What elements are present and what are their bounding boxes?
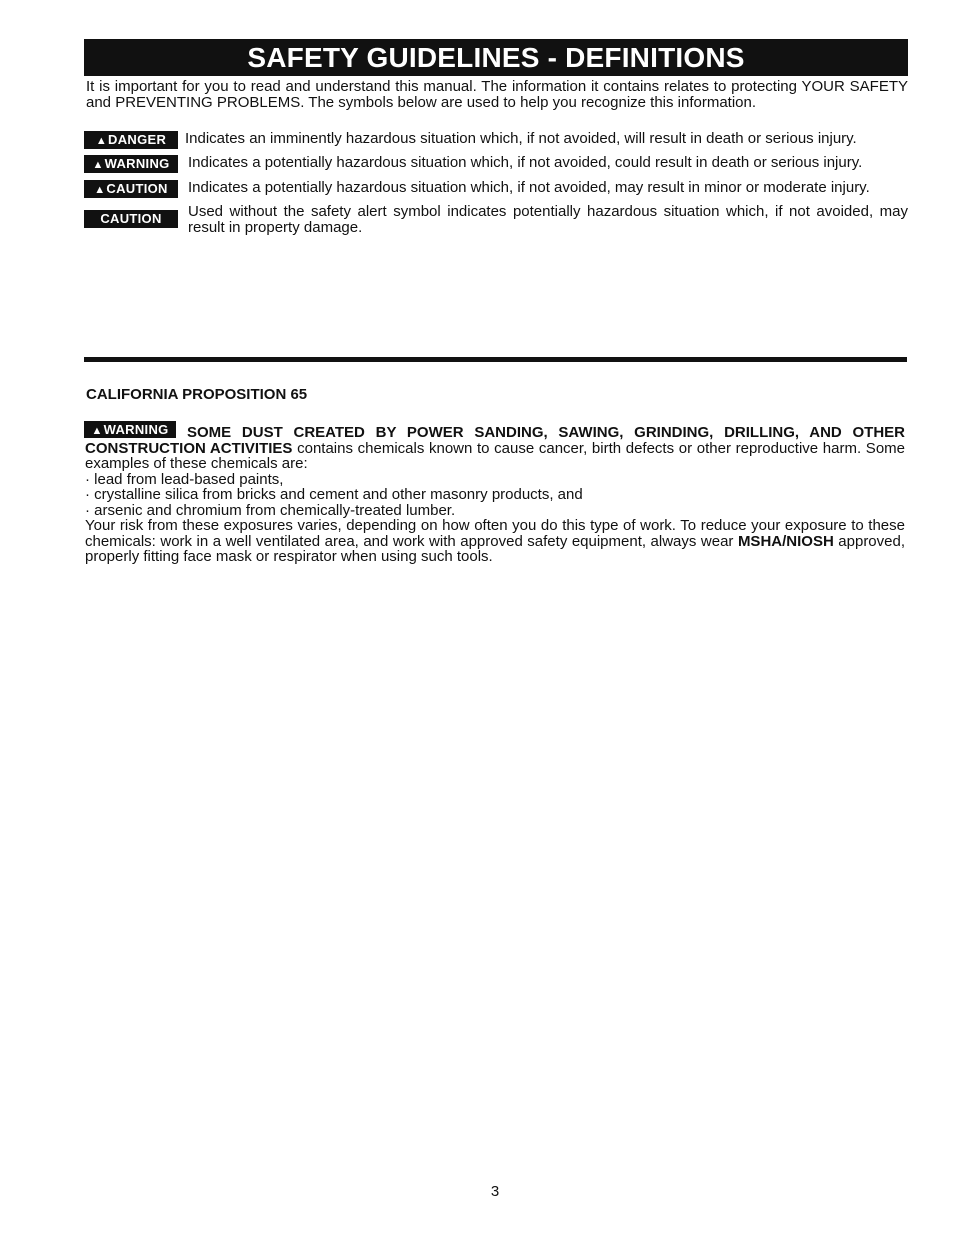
intro-paragraph: It is important for you to read and understand this manual. The information it contains relates to protecting YOUR SAFETY and PREVENTING PROBLEMS. The symbols below are used to help you recognize this information. <box>86 78 908 111</box>
california-lead-rest: contains chemicals known to cause cancer, birth defects or other reproductive harm. Some examples of these chemicals are: <box>85 439 905 472</box>
badge-label: CAUTION <box>100 211 162 226</box>
danger-badge <box>84 131 178 149</box>
safety-alert-icon: ▲ <box>94 184 106 196</box>
badge-label: CAUTION <box>106 181 168 196</box>
risk-paragraph <box>85 518 905 565</box>
example-item: · lead from lead-based paints, <box>85 470 284 488</box>
risk-text: Your risk from these exposures varies, depending on how often you do this type of work. To reduce your exposure to these chemicals: work in a well ventilated area, and work with approved safety equipment, always wear <box>85 517 905 550</box>
california-lead <box>85 425 905 472</box>
definition-text: Used without the safety alert symbol indicates potentially hazardous situation which, if not avoided, may result in property damage. <box>188 203 908 236</box>
badge-label: DANGER <box>108 132 167 147</box>
example-item: · crystalline silica from bricks and cement and other masonry products, and <box>85 486 583 503</box>
definition-text: Indicates an imminently hazardous situation which, if not avoided, will result in death or serious injury. <box>185 130 857 147</box>
risk-bold: MSHA/NIOSH <box>737 532 834 550</box>
warning-badge <box>84 155 178 173</box>
california-heading: CALIFORNIA PROPOSITION 65 <box>86 386 308 403</box>
badge-label: WARNING <box>103 422 169 437</box>
california-body <box>85 425 905 565</box>
safety-alert-icon: ▲ <box>95 135 108 147</box>
section-divider <box>84 357 907 362</box>
example-item: · arsenic and chromium from chemically-treated lumber. <box>85 501 456 519</box>
caution-badge-no-symbol <box>84 210 178 228</box>
risk-end: approved, properly fitting face mask or respirator when using such tools. <box>85 532 906 565</box>
safety-alert-icon: ▲ <box>92 159 104 171</box>
definition-text: Indicates a potentially hazardous situation which, if not avoided, may result in minor or moderate injury. <box>188 179 870 196</box>
caution-badge <box>84 180 178 198</box>
badge-label: WARNING <box>104 156 170 171</box>
page-number: 3 <box>490 1183 500 1200</box>
safety-alert-icon: ▲ <box>91 425 103 437</box>
definition-text: Indicates a potentially hazardous situation which, if not avoided, could result in death or serious injury. <box>188 154 863 171</box>
california-bold-lead: SOME DUST CREATED BY POWER SANDING, SAWING, GRINDING, DRILLING, AND OTHER CONSTRUCTION ACTIVITIES <box>85 424 905 457</box>
page-title: SAFETY GUIDELINES - DEFINITIONS <box>84 39 908 76</box>
